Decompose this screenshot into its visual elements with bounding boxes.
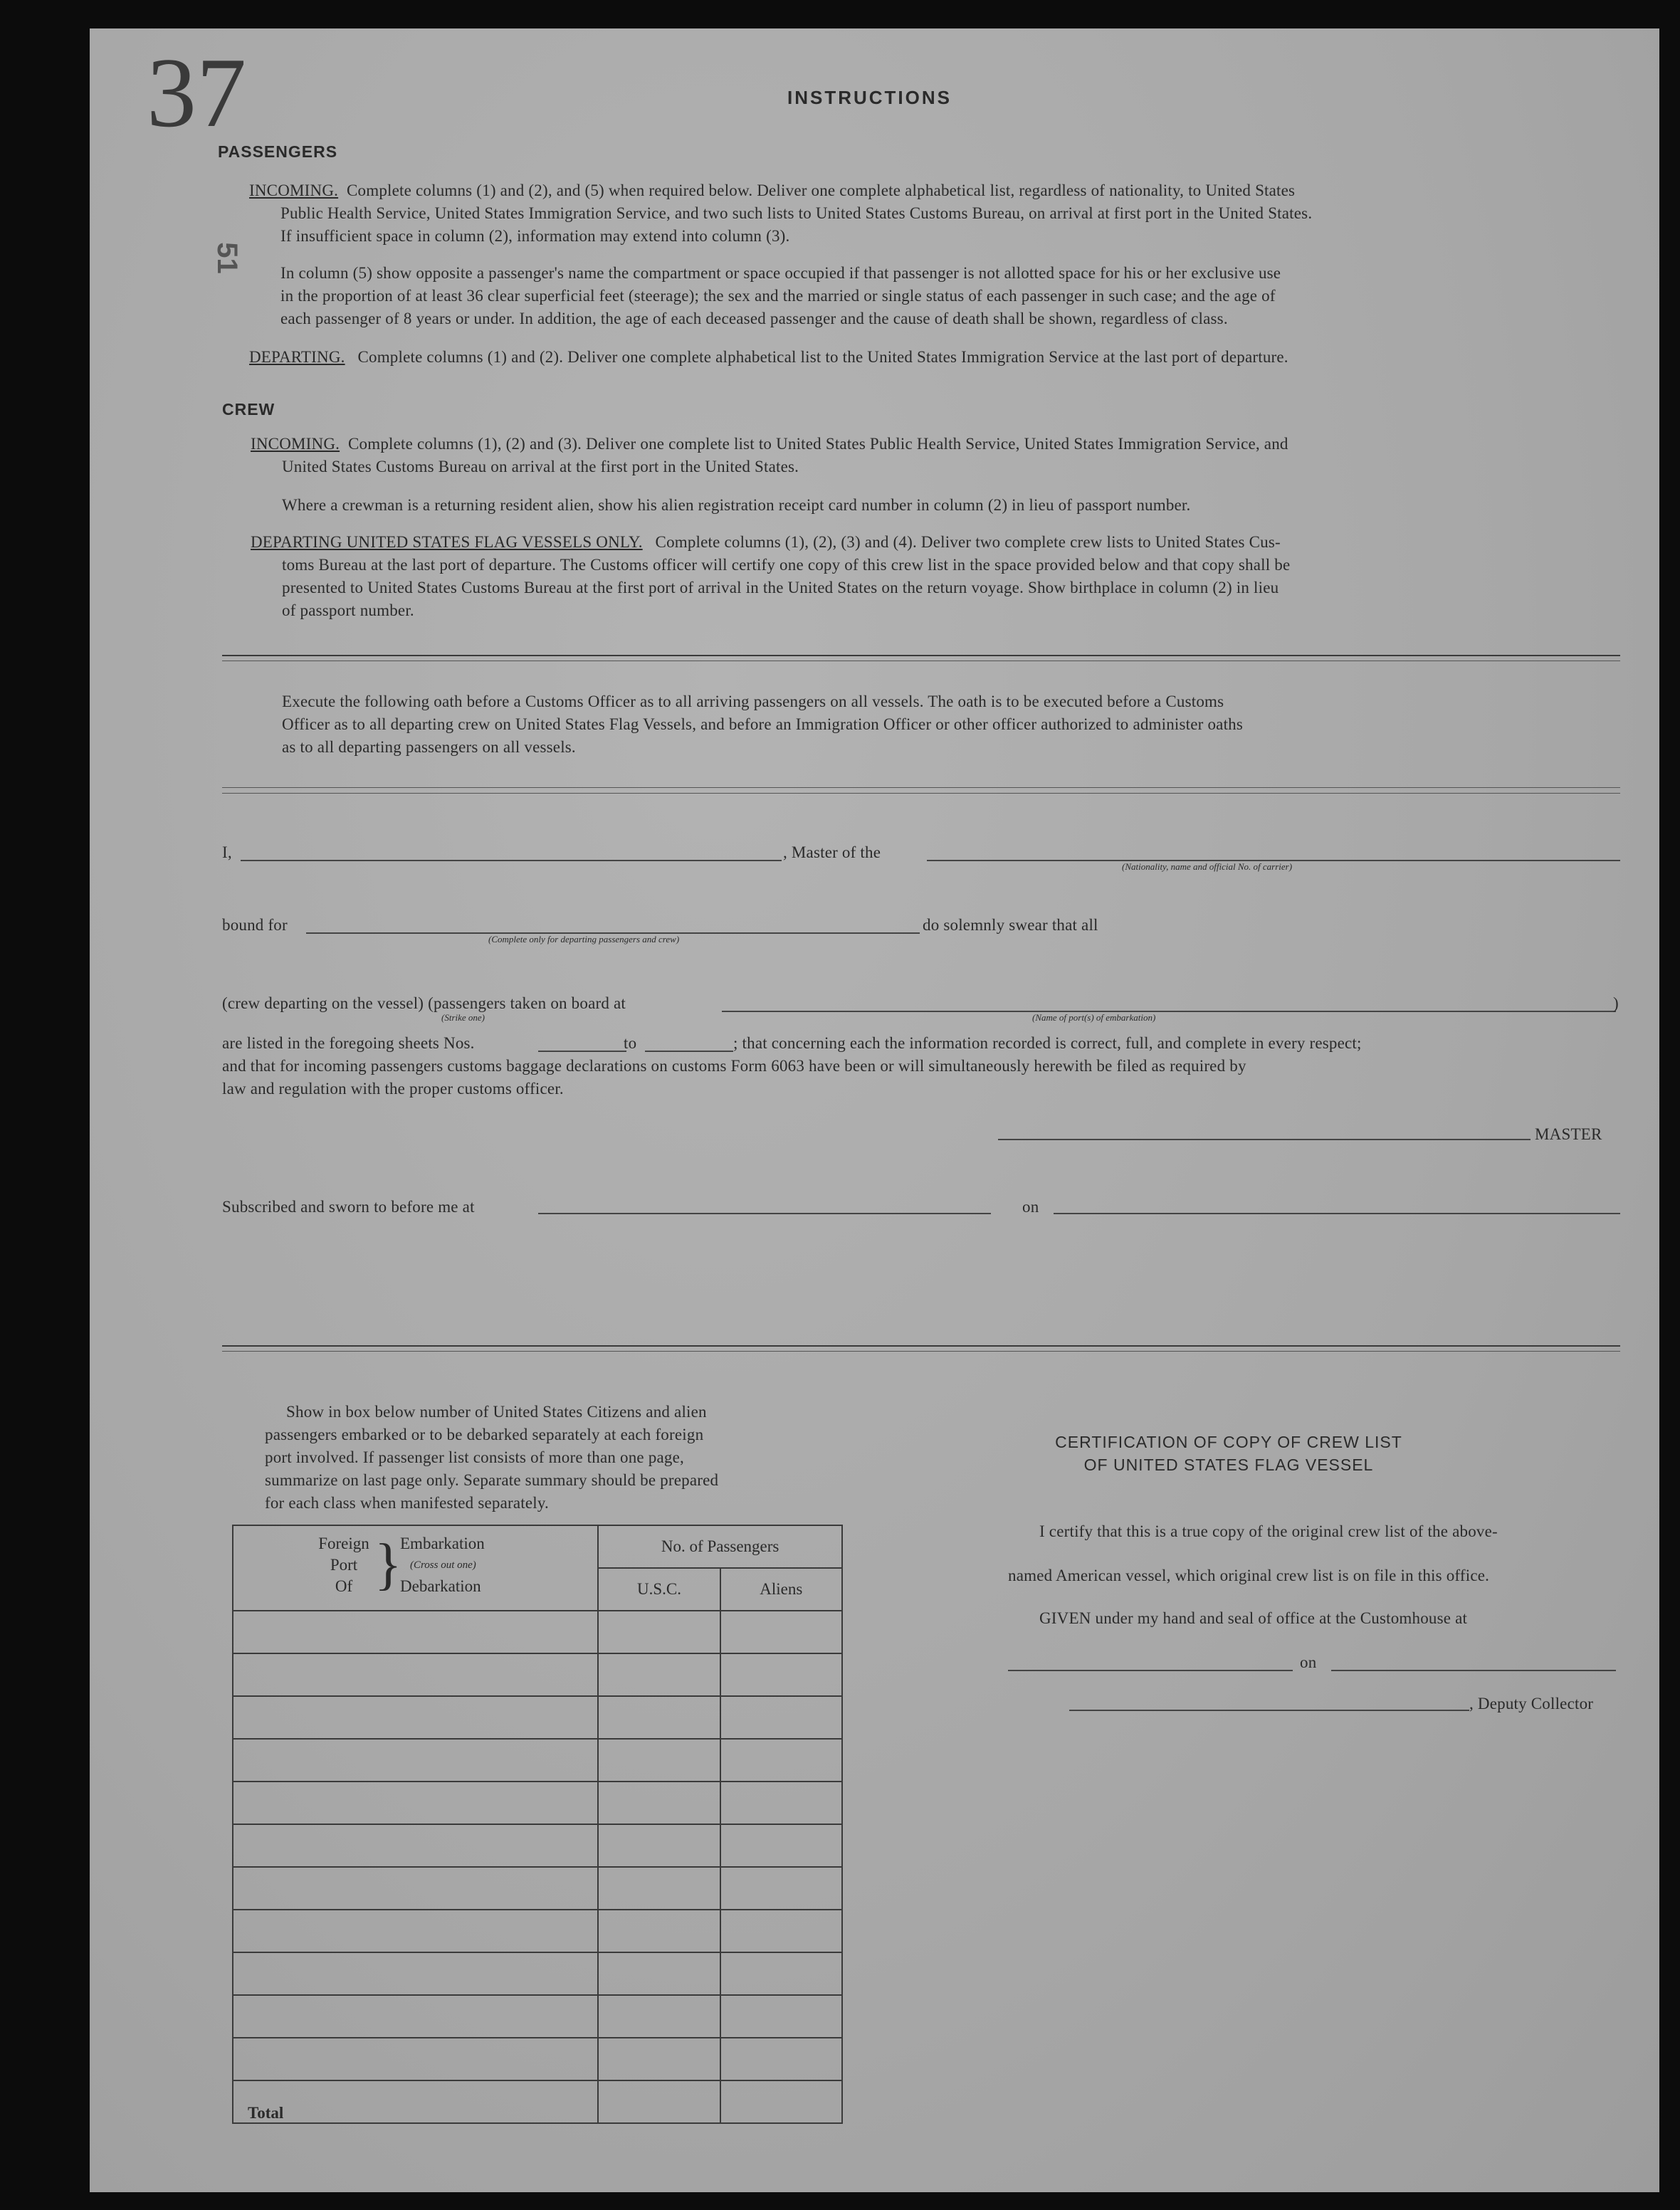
customhouse-field[interactable] — [1008, 1670, 1293, 1671]
usc-cell[interactable] — [598, 1739, 720, 1782]
section-divider — [222, 655, 1620, 656]
crew-heading: CREW — [222, 400, 275, 419]
aliens-cell[interactable] — [720, 1910, 842, 1952]
crew-incoming-line1: Complete columns (1), (2) and (3). Deliver one complete list to United States Public Health Service, United States Immigration Service, and — [348, 435, 1288, 453]
passengers-incoming-line2: Public Health Service, United States Immigration Service, and two such lists to United States Customs Bureau, on arrival at first port in the United States. — [280, 204, 1313, 222]
foreign-label: Foreign — [318, 1535, 369, 1552]
total-label-cell — [233, 2080, 598, 2123]
aliens-cell[interactable] — [720, 1995, 842, 2038]
crew-alien-text: Where a crewman is a returning resident alien, show his alien registration receipt card number in column (2) in lieu of passport number. — [282, 496, 1191, 514]
aliens-cell[interactable] — [720, 1696, 842, 1739]
summary-line2: passengers embarked or to be debarked separately at each foreign — [265, 1426, 704, 1443]
port-cell[interactable] — [233, 1995, 598, 2038]
ports-hint: (Name of port(s) of embarkation) — [1032, 1012, 1156, 1023]
page-title: INSTRUCTIONS — [787, 87, 952, 108]
brace-icon: } — [374, 1533, 402, 1596]
certification-title2: OF UNITED STATES FLAG VESSEL — [1083, 1456, 1374, 1474]
usc-cell[interactable] — [598, 1782, 720, 1824]
port-cell[interactable] — [233, 1653, 598, 1696]
master-name-field[interactable] — [241, 860, 782, 861]
total-label: Total — [248, 2104, 284, 2122]
port-cell[interactable] — [233, 1910, 598, 1952]
master-of-label: , Master of the — [783, 843, 881, 861]
summary-line1: Show in box below number of United States Citizens and alien — [286, 1403, 707, 1421]
passengers-incoming — [249, 179, 1623, 202]
section-divider — [222, 1345, 1620, 1347]
bound-for-label: bound for — [222, 916, 288, 934]
crew-departing-line4: of passport number. — [282, 601, 414, 619]
usc-cell[interactable] — [598, 1696, 720, 1739]
embarkation-label: Embarkation — [400, 1535, 485, 1552]
aliens-cell[interactable] — [720, 1867, 842, 1910]
sworn-on-label: on — [1022, 1198, 1039, 1216]
oath-line-c: law and regulation with the proper customs officer. — [222, 1080, 564, 1098]
port-cell[interactable] — [233, 1611, 598, 1653]
debarkation-label: Debarkation — [400, 1577, 481, 1595]
usc-cell[interactable] — [598, 1995, 720, 2038]
passengers-incoming-label: INCOMING. — [249, 181, 339, 199]
margin-mark-small: 51 — [211, 242, 243, 274]
aliens-cell[interactable] — [720, 2038, 842, 2080]
sheet-from-field[interactable] — [538, 1051, 626, 1052]
port-header-cell — [233, 1525, 598, 1611]
listed-to: to — [624, 1034, 637, 1052]
crew-departing-label: DEPARTING UNITED STATES FLAG VESSELS ONLY. — [251, 533, 643, 551]
cross-out-hint: (Cross out one) — [410, 1559, 476, 1571]
certification-title1: CERTIFICATION OF COPY OF CREW LIST — [1055, 1433, 1402, 1451]
port-cell[interactable] — [233, 1867, 598, 1910]
passengers-departing-label: DEPARTING. — [249, 348, 345, 366]
embarkation-port-field[interactable] — [722, 1011, 1616, 1012]
oath-i-label: I, — [222, 843, 232, 861]
usc-cell[interactable] — [598, 1653, 720, 1696]
aliens-cell[interactable] — [720, 1824, 842, 1867]
close-paren: ) — [1613, 994, 1619, 1012]
deputy-collector-signature-field[interactable] — [1069, 1710, 1469, 1711]
crew-departing-line3: presented to United States Customs Bureau at the first port of arrival in the United States on the return voyage. Show birthplace in column (2) in lieu — [282, 579, 1279, 596]
passengers-heading: PASSENGERS — [218, 142, 338, 161]
aliens-header: Aliens — [720, 1568, 842, 1611]
deputy-collector-label: , Deputy Collector — [1469, 1695, 1594, 1712]
listed-sheets-text — [222, 1032, 475, 1055]
usc-cell[interactable] — [598, 1867, 720, 1910]
listed-a: are listed in the foregoing sheets Nos. — [222, 1034, 475, 1052]
aliens-cell[interactable] — [720, 1611, 842, 1653]
crew-departing-line2: toms Bureau at the last port of departure. The Customs officer will certify one copy of this crew list in the space provided below and that copy shall be — [282, 556, 1291, 574]
port-cell[interactable] — [233, 1824, 598, 1867]
usc-cell[interactable] — [598, 1952, 720, 1995]
no-passengers-header: No. of Passengers — [598, 1525, 842, 1568]
section-divider — [222, 1351, 1620, 1352]
crew-incoming-label: INCOMING. — [251, 435, 340, 453]
certification-line2: named American vessel, which original crew list is on file in this office. — [1008, 1567, 1490, 1584]
bound-for-hint: (Complete only for departing passengers and crew) — [488, 934, 680, 944]
aliens-cell[interactable] — [720, 1782, 842, 1824]
summary-line4: summarize on last page only. Separate summary should be prepared — [265, 1471, 719, 1489]
crew-departing-line1: Complete columns (1), (2), (3) and (4). Deliver two complete crew lists to United States Cus- — [655, 533, 1281, 551]
port-cell[interactable] — [233, 1952, 598, 1995]
swear-text: do solemnly swear that all — [923, 916, 1098, 934]
listed-b: ; that concerning each the information recorded is correct, full, and complete in every respect; — [733, 1034, 1362, 1052]
usc-cell[interactable] — [598, 1910, 720, 1952]
port-cell[interactable] — [233, 1696, 598, 1739]
subscribed-label: Subscribed and sworn to before me at — [222, 1198, 475, 1216]
port-cell[interactable] — [233, 2038, 598, 2080]
passengers-departing-text: Complete columns (1) and (2). Deliver one complete alphabetical list to the United States Immigration Service at the last port of departure. — [357, 348, 1288, 366]
usc-cell[interactable] — [598, 1611, 720, 1653]
summary-line3: port involved. If passenger list consists of more than one page, — [265, 1448, 684, 1466]
port-cell[interactable] — [233, 1782, 598, 1824]
crew-departing-clause: (crew departing on the vessel) (passengers taken on board at — [222, 994, 626, 1012]
passengers-departing — [249, 346, 1288, 369]
oath-line3: as to all departing passengers on all vessels. — [282, 738, 576, 756]
oath-line2: Officer as to all departing crew on United States Flag Vessels, and before an Immigration Officer or other officer authorized to administer oaths — [282, 715, 1244, 733]
total-usc-cell[interactable] — [598, 2080, 720, 2123]
certification-on-label: on — [1300, 1653, 1317, 1671]
section-divider — [222, 793, 1620, 794]
sheet-to-field[interactable] — [645, 1051, 733, 1052]
aliens-cell[interactable] — [720, 1952, 842, 1995]
crew-incoming — [251, 433, 1288, 456]
certification-date-field[interactable] — [1331, 1670, 1616, 1671]
column5-line2: in the proportion of at least 36 clear superficial feet (steerage); the sex and the married or single status of each passenger in such case; and the age of — [280, 287, 1276, 305]
aliens-cell[interactable] — [720, 1653, 842, 1696]
margin-mark-number: 37 — [147, 38, 246, 148]
passengers-incoming-line1: Complete columns (1) and (2), and (5) when required below. Deliver one complete alphabetical list, regardless of nationality, to United States — [347, 181, 1296, 199]
aliens-cell[interactable] — [720, 1739, 842, 1782]
certification-line1: I certify that this is a true copy of the original crew list of the above- — [1039, 1522, 1498, 1540]
strike-one-hint: (Strike one) — [441, 1012, 485, 1023]
port-label: Port — [330, 1556, 358, 1574]
sworn-date-field[interactable] — [1054, 1213, 1620, 1214]
oath-line-b: and that for incoming passengers customs baggage declarations on customs Form 6063 have been or will simultaneously herewith be filed as required by — [222, 1057, 1246, 1075]
carrier-hint: (Nationality, name and official No. of carrier) — [1122, 861, 1293, 872]
usc-cell[interactable] — [598, 1824, 720, 1867]
column5-line1: In column (5) show opposite a passenger's name the compartment or space occupied if that passenger is not allotted space for his or her exclusive use — [280, 264, 1281, 282]
oath-line1: Execute the following oath before a Customs Officer as to all arriving passengers on all vessels. The oath is to be executed before a Customs — [282, 693, 1224, 710]
summary-line5: for each class when manifested separately. — [265, 1494, 550, 1512]
total-aliens-cell[interactable] — [720, 2080, 842, 2123]
section-divider — [222, 787, 1620, 788]
usc-header: U.S.C. — [598, 1568, 720, 1611]
sworn-place-field[interactable] — [538, 1213, 991, 1214]
column5-line3: each passenger of 8 years or under. In addition, the age of each deceased passenger and the cause of death shall be shown, regardless of class. — [280, 310, 1228, 327]
of-label: Of — [335, 1577, 353, 1595]
crew-incoming-line2: United States Customs Bureau on arrival at the first port in the United States. — [282, 458, 799, 475]
passenger-summary-table — [232, 1525, 843, 2124]
port-cell[interactable] — [233, 1739, 598, 1782]
usc-cell[interactable] — [598, 2038, 720, 2080]
passengers-incoming-line3: If insufficient space in column (2), information may extend into column (3). — [280, 227, 790, 245]
document-page — [90, 28, 1659, 2192]
certification-line3: GIVEN under my hand and seal of office at the Customhouse at — [1039, 1609, 1468, 1627]
crew-departing — [251, 531, 1281, 554]
master-signature-field[interactable] — [998, 1139, 1531, 1140]
master-label: MASTER — [1535, 1125, 1602, 1143]
